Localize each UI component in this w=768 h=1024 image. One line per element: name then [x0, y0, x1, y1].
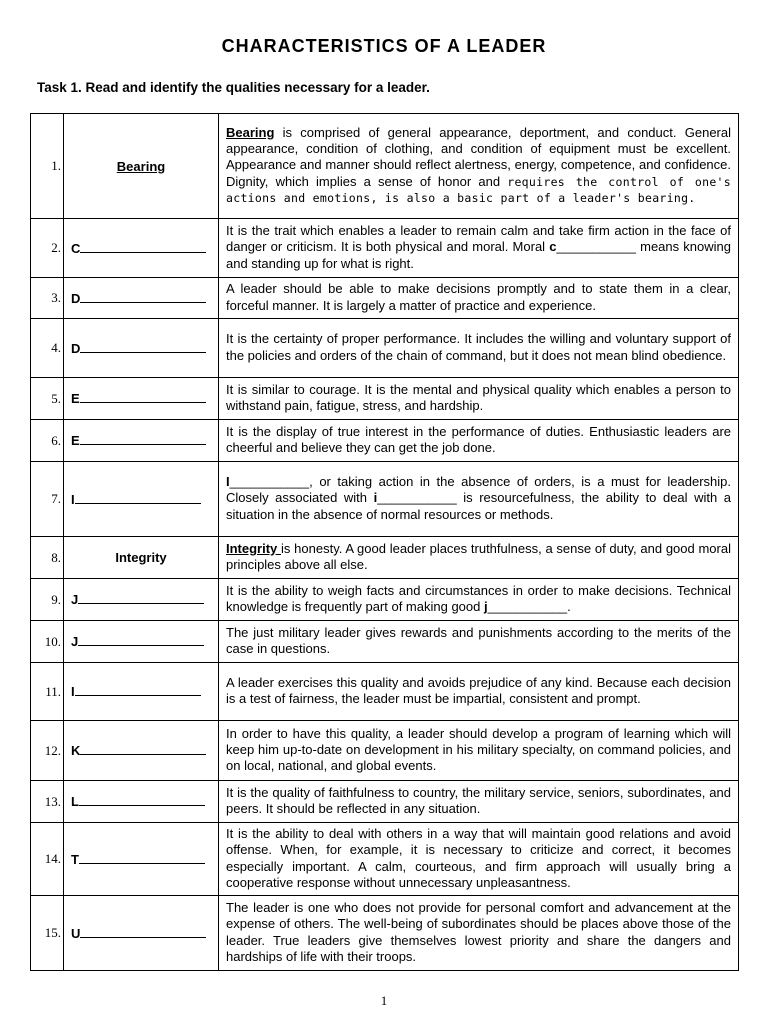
- row-number: 2.: [31, 219, 64, 278]
- row-number: 7.: [31, 462, 64, 537]
- quality-blank[interactable]: U: [64, 896, 219, 971]
- quality-description: It is the quality of faithfulness to country, the military service, seniors, subordinates, and peers. It should be reflected in any situation.: [219, 781, 739, 823]
- table-row: [31, 663, 739, 721]
- table-row: [31, 721, 739, 781]
- quality-blank[interactable]: E: [64, 420, 219, 462]
- table-row: [31, 781, 739, 823]
- row-number: 15.: [31, 896, 64, 971]
- row-number: 1.: [31, 114, 64, 219]
- quality-description: It is similar to courage. It is the mental and physical quality which enables a person to withstand pain, fatigue, stress, and hardship.: [219, 378, 739, 420]
- qualities-table: [30, 113, 739, 971]
- quality-blank[interactable]: J: [64, 621, 219, 663]
- quality-description: It is the trait which enables a leader to remain calm and take firm action in the face of danger or criticism. It is both physical and moral. Moral c___________ means knowing and standing up for what is right.: [219, 219, 739, 278]
- row-number: 5.: [31, 378, 64, 420]
- table-row: [31, 896, 739, 971]
- table-row: [31, 462, 739, 537]
- quality-blank[interactable]: I: [64, 462, 219, 537]
- row-number: 14.: [31, 823, 64, 896]
- row-number: 11.: [31, 663, 64, 721]
- quality-blank[interactable]: I: [64, 663, 219, 721]
- quality-description: The leader is one who does not provide for personal comfort and advancement at the expense of others. The well-being of subordinates should be places above those of the leader. True leaders give themselves lowest priority and share the dangers and hardships of life with their troops.: [219, 896, 739, 971]
- table-row: [31, 219, 739, 278]
- row-number: 8.: [31, 537, 64, 579]
- quality-description: Integrity is honesty. A good leader places truthfulness, a sense of duty, and good moral principles above all else.: [219, 537, 739, 579]
- quality-description: It is the ability to weigh facts and circumstances in order to make decisions. Technical knowledge is frequently part of making good j___________.: [219, 579, 739, 621]
- quality-blank[interactable]: D: [64, 319, 219, 378]
- quality-description: It is the ability to deal with others in a way that will maintain good relations and avoid offense. When, for example, it is necessary to criticize and correct, it becomes especially important. A calm, courteous, and firm approach will usually bring a cooperative response without unnecessary unpleasantness.: [219, 823, 739, 896]
- row-number: 6.: [31, 420, 64, 462]
- quality-blank[interactable]: K: [64, 721, 219, 781]
- row-number: 10.: [31, 621, 64, 663]
- row-number: 9.: [31, 579, 64, 621]
- row-number: 3.: [31, 278, 64, 319]
- page-number: 1: [380, 993, 388, 1008]
- table-row: [31, 319, 739, 378]
- table-row: [31, 278, 739, 319]
- quality-description: In order to have this quality, a leader should develop a program of learning which will keep him up-to-date on development in his military specialty, on command policies, and on local, national, and global events.: [219, 721, 739, 781]
- table-row: [31, 378, 739, 420]
- page-title: CHARACTERISTICS OF A LEADER: [221, 36, 547, 56]
- quality-term: Bearing: [64, 114, 219, 219]
- quality-blank[interactable]: T: [64, 823, 219, 896]
- table-row: [31, 114, 739, 219]
- quality-description: I___________, or taking action in the absence of orders, is a must for leadership. Closely associated with i___________ is resourcefulness, the ability to deal with a situation in the absence of normal resources or methods.: [219, 462, 739, 537]
- quality-blank[interactable]: D: [64, 278, 219, 319]
- table-row: [31, 537, 739, 579]
- quality-blank[interactable]: L: [64, 781, 219, 823]
- row-number: 13.: [31, 781, 64, 823]
- quality-description: A leader should be able to make decisions promptly and to state them in a clear, forceful manner. It is largely a matter of practice and experience.: [219, 278, 739, 319]
- row-number: 4.: [31, 319, 64, 378]
- quality-blank[interactable]: C: [64, 219, 219, 278]
- quality-blank[interactable]: E: [64, 378, 219, 420]
- table-row: [31, 579, 739, 621]
- quality-blank[interactable]: J: [64, 579, 219, 621]
- table-row: [31, 823, 739, 896]
- table-row: [31, 420, 739, 462]
- table-row: [31, 621, 739, 663]
- quality-description: It is the display of true interest in the performance of duties. Enthusiastic leaders are cheerful and believe they can get the job done.: [219, 420, 739, 462]
- quality-description: Bearing is comprised of general appearance, deportment, and conduct. General appearance, condition of clothing, and condition of equipment must be excellent. Appearance and manner should reflect alertness, energy, competence, and confidence. Dignity, which implies a sense of honor and requires the control of one's actions and emotions, is also a basic part of a leader's bearing.: [219, 114, 739, 219]
- quality-description: A leader exercises this quality and avoids prejudice of any kind. Because each decision is a test of fairness, the leader must be impartial, consistent and prompt.: [219, 663, 739, 721]
- row-number: 12.: [31, 721, 64, 781]
- task-instruction: Task 1. Read and identify the qualities necessary for a leader.: [37, 80, 430, 95]
- quality-description: The just military leader gives rewards and punishments according to the merits of the case in questions.: [219, 621, 739, 663]
- quality-description: It is the certainty of proper performance. It includes the willing and voluntary support of the policies and orders of the chain of command, but it does not mean blind obedience.: [219, 319, 739, 378]
- quality-term: Integrity: [64, 537, 219, 579]
